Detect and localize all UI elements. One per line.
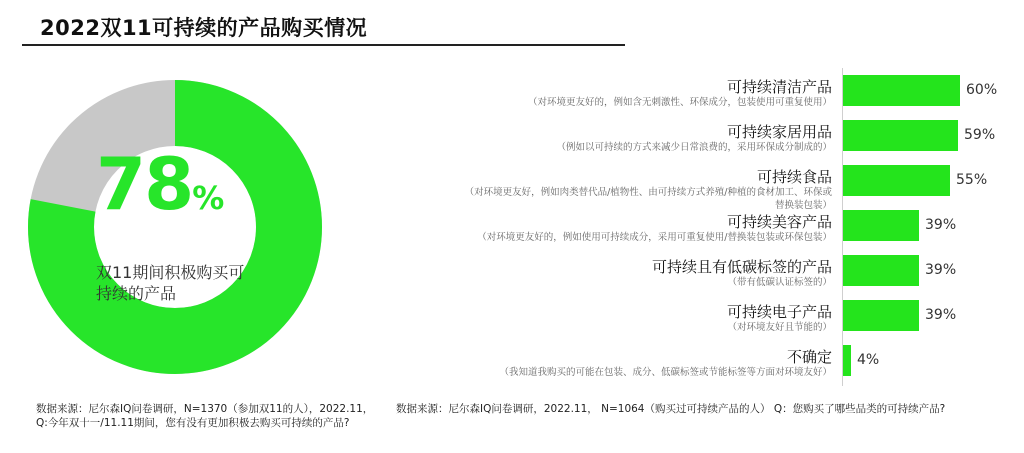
donut-percent-number: 78 [96,142,193,226]
bar-category-label: 可持续电子产品 [726,303,832,321]
donut-percent [96,142,225,226]
source-note-left: 数据来源：尼尔森IQ问卷调研，N=1370（参加双11的人），2022.11， Q:今年双十一/11.11期间，您有没有更加积极去购买可持续的产品? [36,403,374,429]
bar [843,165,950,196]
bar [843,120,958,151]
bar-category-label: 不确定 [786,348,832,366]
source-note-right: 数据来源：尼尔森IQ问卷调研，2022.11， N=1064（购买过可持续产品的人） Q：您购买了哪些品类的可持续产品? [396,403,946,415]
bar-category-description: （对环境更友好，例如肉类替代品/植物性、由可持续方式养殖/种植的食材加工、环保或替换装包装） [464,187,832,211]
bar-category-label: 可持续食品 [756,168,832,186]
donut-svg [20,72,330,382]
donut-caption: 双11期间积极购买可持续的产品 [96,263,245,303]
bar-category-description: （我知道我购买的可能在包装、成分、低碳标签或节能标签等方面对环境友好） [499,367,832,378]
bar-value-label: 60% [966,82,998,98]
bar [843,255,919,286]
bar [843,210,919,241]
bar-value-label: 59% [964,127,996,143]
bar [843,75,960,106]
bar-value-label: 39% [925,217,957,233]
bar-category-description: （带有低碳认证标签的） [727,277,832,288]
bar-category-label: 可持续美容产品 [726,213,832,231]
bar-value-label: 39% [925,262,957,278]
bar [843,300,919,331]
bar-category-label: 可持续家居用品 [726,123,832,141]
bar-category-description: （对环境更友好的，例如含无刺激性、环保成分，包装使用可重复使用） [527,97,832,108]
bar-value-label: 55% [956,172,988,188]
title-underline [22,44,625,46]
donut-percent-sign: % [192,179,225,217]
bar-value-label: 39% [925,307,957,323]
bar-category-label: 可持续清洁产品 [726,78,832,96]
bar-category-description: （例如以可持续的方式来减少日常浪费的，采用环保成分制成的） [556,142,832,153]
donut-chart [20,72,330,382]
bar-value-label: 4% [857,352,880,368]
page-title: 2022双11可持续的产品购买情况 [40,16,368,40]
bar-category-label: 可持续且有低碳标签的产品 [651,258,832,276]
bar [843,345,851,376]
bar-category-description: （对环境更友好的，例如使用可持续成分，采用可重复使用/替换装包装或环保包装） [477,232,832,243]
bar-category-description: （对环境友好且节能的） [727,322,832,333]
